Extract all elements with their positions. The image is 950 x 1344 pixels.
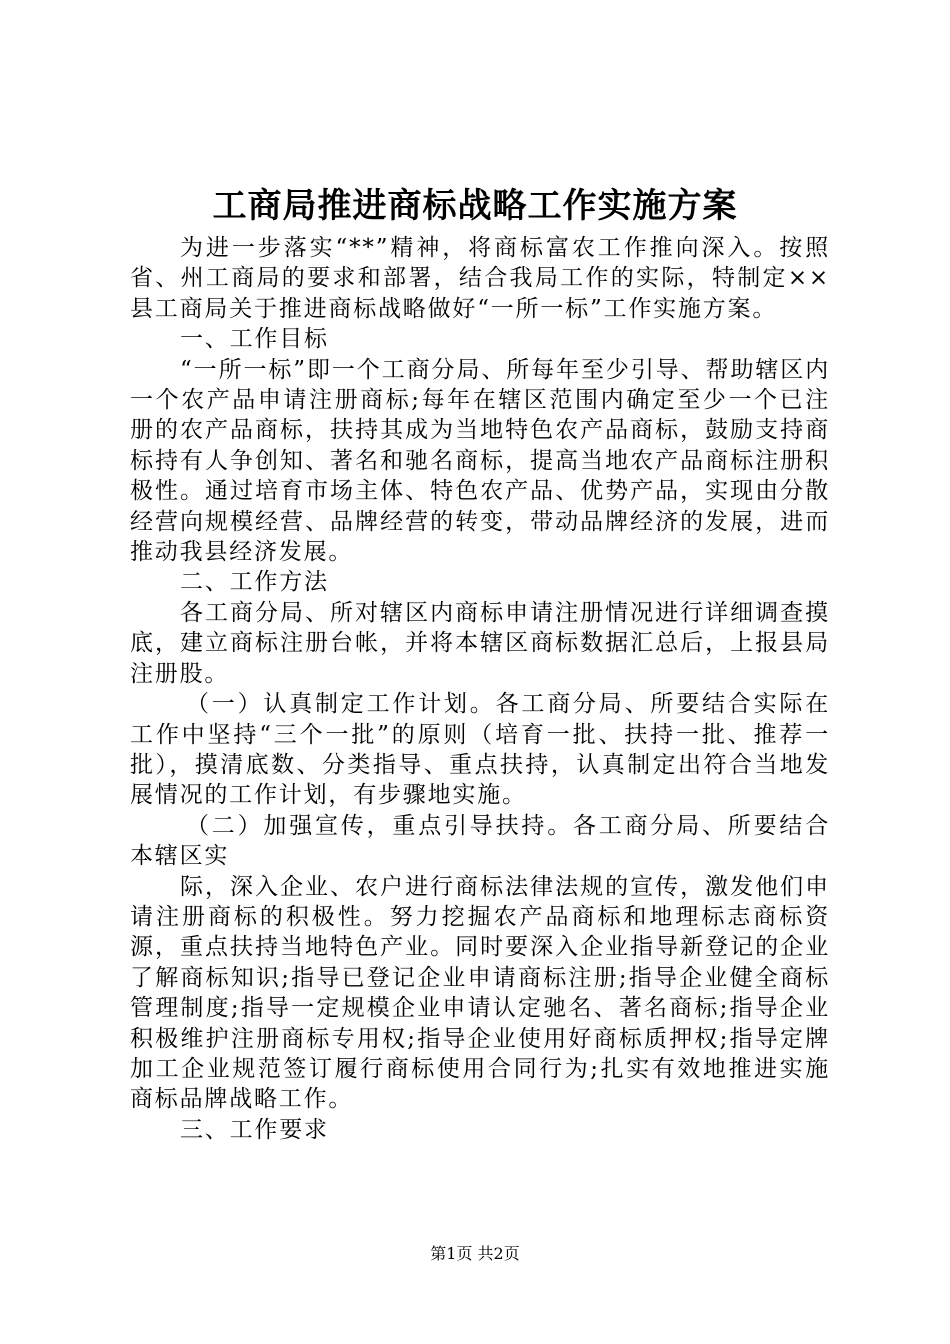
section-heading-requirements: 三、工作要求 — [180, 1116, 329, 1143]
methods-item-2-paragraph: （二）加强宣传，重点引导扶持。各工商分局、所要结合本辖区实 — [130, 812, 830, 870]
document-body — [130, 233, 830, 1145]
goals-paragraph: “一所一标”即一个工商分局、所每年至少引导、帮助辖区内一个农产品申请注册商标;每年在辖区范围内确定至少一个已注册的农产品商标，扶持其成为当地特色农产品商标，鼓励支持商标持有人争创知、著名和驰名商标，提高当地农产品商标注册积极性。通过培育市场主体、特色农产品、优势产品，实现由分散经营向规模经营、品牌经营的转变，带动品牌经济的发展，进而推动我县经济发展。 — [130, 356, 830, 566]
methods-item-2-continued-paragraph: 际，深入企业、农户进行商标法律法规的宣传，激发他们申请注册商标的积极性。努力挖掘农产品商标和地理标志商标资源，重点扶持当地特色产业。同时要深入企业指导新登记的企业了解商标知识;指导已登记企业申请商标注册;指导企业健全商标管理制度;指导一定规模企业申请认定驰名、著名商标;指导企业积极维护注册商标专用权;指导企业使用好商标质押权;指导定牌加工企业规范签订履行商标使用合同行为;扎实有效地推进实施商标品牌战略工作。 — [130, 873, 830, 1113]
methods-paragraph: 各工商分局、所对辖区内商标申请注册情况进行详细调查摸底，建立商标注册台帐，并将本辖区商标数据汇总后，上报县局注册股。 — [130, 599, 830, 687]
methods-item-1-paragraph: （一）认真制定工作计划。各工商分局、所要结合实际在工作中坚持“三个一批”的原则（培育一批、扶持一批、推荐一批），摸清底数、分类指导、重点扶持，认真制定出符合当地发展情况的工作计划，有步骤地实施。 — [130, 691, 830, 809]
page-number-footer: 第1页 共2页 — [430, 1244, 520, 1263]
section-heading-goals: 一、工作目标 — [180, 326, 329, 353]
intro-paragraph: 为进一步落实“**”精神，将商标富农工作推向深入。按照省、州工商局的要求和部署，结合我局工作的实际，特制定××县工商局关于推进商标战略做好“一所一标”工作实施方案。 — [130, 235, 830, 322]
document-title: 工商局推进商标战略工作实施方案 — [212, 186, 738, 226]
section-heading-methods: 二、工作方法 — [180, 569, 329, 596]
